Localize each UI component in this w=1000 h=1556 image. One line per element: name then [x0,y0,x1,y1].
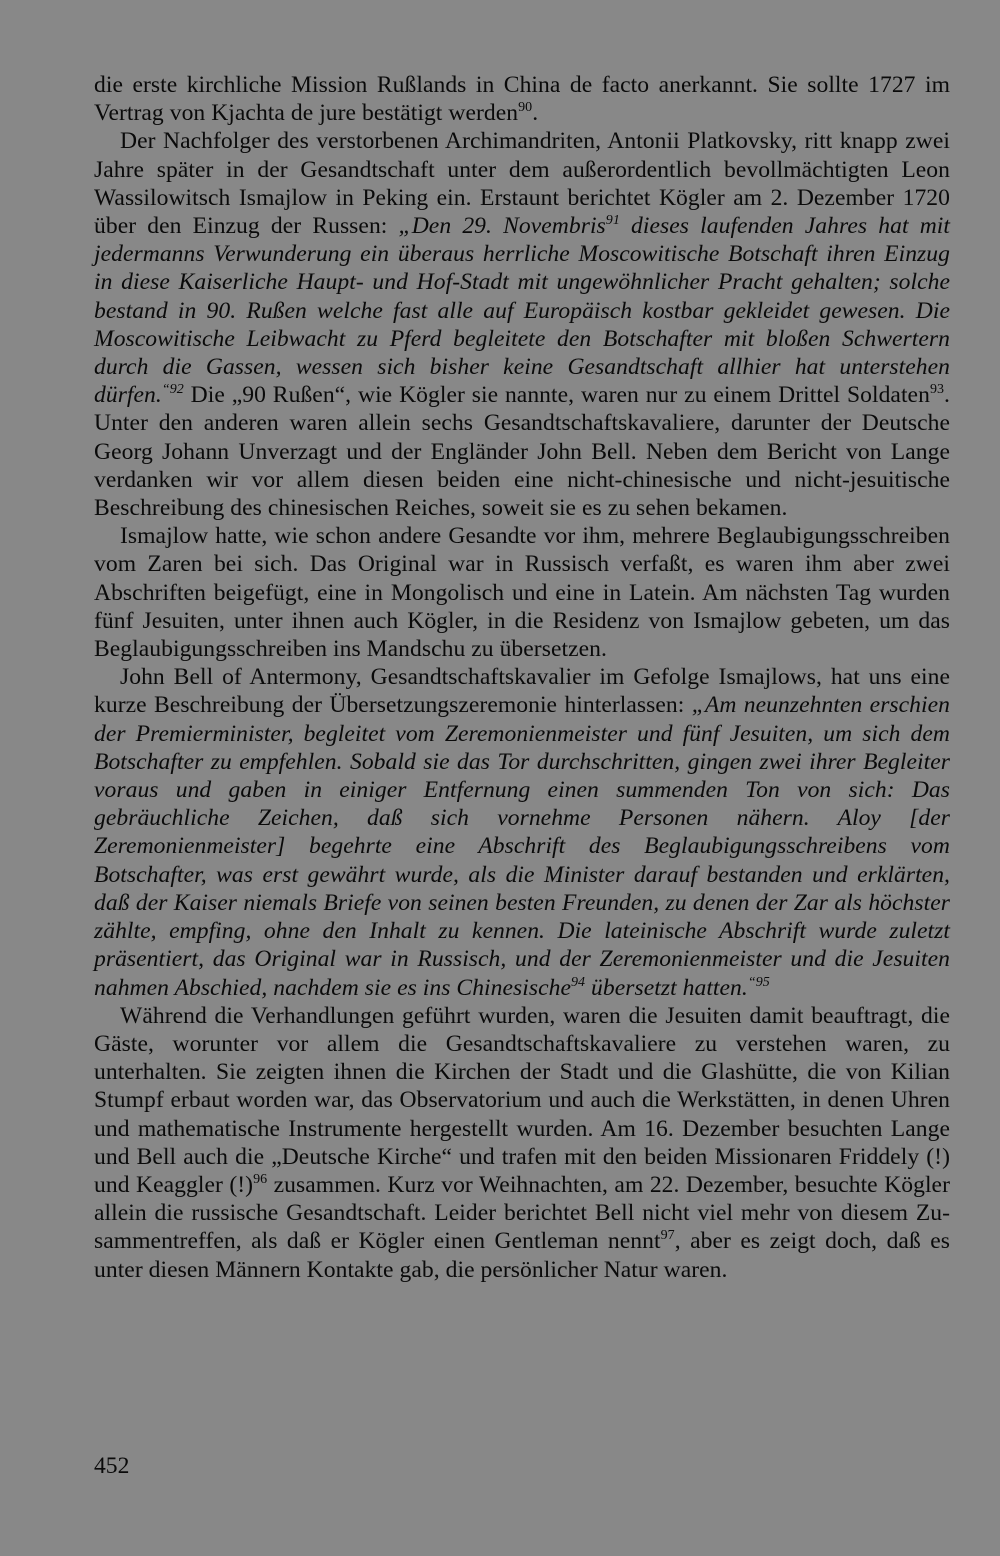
footnote-marker: “95 [747,974,770,990]
paragraph [94,71,950,127]
quotation-text: dieses laufenden Jahres hat mit jedermanns Verwunderung ein überaus herrliche Moscowitische Botschaft ihren Einzug in diese Kaiserliche Haupt- und Hof-Stadt mit ungewöhnlicher Pracht gehalten; solche bestand in 90. Rußen welche fast alle auf Europäisch kostbar gekleidet gewesen. Die Moscowitische Leibwacht zu Pferd begleitete den Botschafter mit bloßen Schwertern durch die Gassen, wessen sich bisher keine Gesandtschaft allhier hat unterstehen dürfen. [94,213,950,409]
footnote-marker: 96 [253,1171,268,1187]
text-run: , aber es zeigt doch, daß es unter diesen Männern Kontakte gab, die persönlicher Natur waren. [94,1228,950,1283]
text-run: Ismajlow hatte, wie schon andere Gesandte vor ihm, mehrere Beglaubigungsschreiben vom Zaren bei sich. Das Original war in Russisch verfaßt, es waren ihm aber zwei Abschriften beigefügt, eine in Mongolisch und eine in Latein. Am nächsten Tag wurden fünf Jesuiten, unter ihnen auch Kögler, in die Residenz von Ismajlow gebeten, um das Beglaubigungsschreiben ins Mandschu zu übersetzen. [94,523,950,663]
text-run: Die „90 Rußen“, wie Kögler sie nannte, waren nur zu einem Drittel Soldaten [183,382,930,409]
body-text [94,71,950,1284]
footnote-marker: 93 [929,382,945,398]
footnote-marker: 90 [518,100,533,116]
footnote-marker: “92 [161,382,184,398]
text-run: Während die Verhandlungen geführt wurden, waren die Jesuiten damit beauftragt, die Gäste, worunter vor allem die Gesandtschaftskavaliere zu verstehen waren, zu unterhalten. Sie zeigten ihnen die Kirchen der Stadt und die Glashütte, die von Kilian Stumpf erbaut worden war, das Observatorium und auch die Werkstätten, in denen Uhren und mathematische Instrumente hergestellt wurden. Am 16. Dezember besuchten Lange und Bell auch die „Deutsche Kirche“ und trafen mit den beiden Missionaren Friddely (!) und Keaggler (!) [94,1002,950,1198]
quotation-text: übersetzt hatten. [585,974,748,1001]
text-run: . Unter den anderen waren allein sechs Gesandtschaftskavaliere, darunter der Deutsche Georg Johann Unverzagt und der Engländer John Bell. Neben dem Bericht von Lange verdanken wir vor allem diesen beiden eine nicht-chinesische und nicht-jesuitische Beschreibung des chinesischen Reiches, soweit sie es zu sehen bekamen. [94,382,950,522]
paragraph [94,1002,950,1284]
text-run: John Bell of Antermony, Gesandtschaftskavalier im Gefolge Ismajlows, hat uns eine kurze Beschreibung der Übersetzungszeremonie hinterlassen: [94,664,950,719]
paragraph [94,522,950,663]
text-run: . [532,100,539,127]
page-number: 452 [94,1453,130,1479]
footnote-marker: 97 [660,1228,675,1244]
text-run: Der Nachfolger des verstorbenen Archimandriten, Antonii Platkovsky, ritt knapp zwei Jahre später in der Gesandtschaft unter dem außerordentlich bevollmächtigten Leon Wassilowitsch Ismajlow in Peking ein. Erstaunt berichtet Kögler am 2. Dezember 1720 über den Einzug der Russen: [94,128,950,240]
footnote-marker: 91 [605,213,620,229]
quotation-text: „Den 29. Novembris [398,213,606,240]
text-run: die erste kirchliche Mission Rußlands in China de facto anerkannt. Sie sollte 1727 im Vertrag von Kjachta de jure bestätigt werden [94,72,950,127]
paragraph [94,663,950,1001]
quotation-text: „Am neunzehnten erschien der Premierminister, begleitet vom Zeremonienmeister und fünf Jesuiten, um sich dem Botschafter zu empfehlen. Sobald sie das Tor durchschritten, gingen zwei ihrer Begleiter voraus und gaben in einiger Entfernung einen summenden Ton von sich: Das gebräuchliche Zeichen, daß sich vornehme Personen nähern. Aloy [der Zeremonienmeister] begehrte eine Abschrift des Beglaubigungsschreibens vom Botschafter, was erst gewährt wurde, als die Minister darauf bestanden und erklärten, daß der Kaiser niemals Briefe von seinen besten Freunden, zu denen der Zar als höchster zählte, empfing, ohne den Inhalt zu kennen. Die lateinische Abschrift wurde zuletzt präsentiert, das Original war in Russisch, und der Zeremonienmeister und die Jesuiten nahmen Abschied, nachdem sie es ins Chinesische [94,692,950,1001]
text-run: zusammen. Kurz vor Weihnachten, am 22. Dezember, besuchte Kögler allein die russische Gesandtschaft. Leider berichtet Bell nicht viel mehr von diesem Zusammentreffen, als daß er Kögler einen Gentleman nennt [94,1171,950,1255]
footnote-marker: 94 [570,974,586,990]
paragraph [94,127,950,522]
